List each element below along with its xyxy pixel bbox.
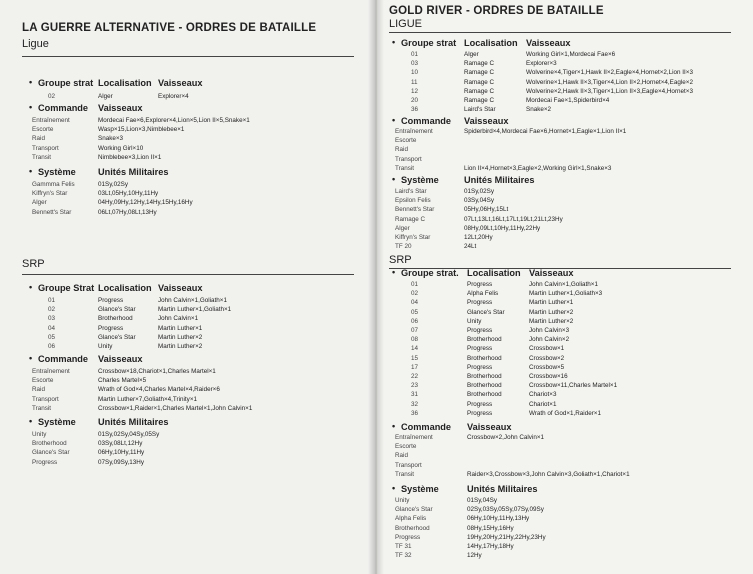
systeme-row-2-col-1: 04Hy,09Hy,12Hy,14Hy,15Hy,16Hy — [98, 199, 193, 207]
commande-row-1-col-1: Charles Martel×5 — [98, 377, 147, 385]
strat-row-3-col-2: Martin Luther×1 — [158, 324, 203, 332]
systeme-row-0-col-1: 01Sy,02Sy,04Sy,05Sy — [98, 431, 160, 438]
systeme-header-0: • Système — [401, 175, 439, 185]
strat-row-0-col-2: John Calvin×1,Goliath×1 — [529, 281, 598, 288]
faction-title-ligue: Ligue — [22, 38, 49, 50]
page-title: LA GUERRE ALTERNATIVE - ORDRES DE BATAILLE — [22, 22, 317, 34]
systeme-row-3-col-1: 07Sy,09Sy,13Hy — [98, 458, 144, 466]
commande-row-2-col-0: Raid — [32, 135, 45, 143]
commande-header-0: • Commande — [38, 354, 88, 364]
commande-row-0-col-1: Mordecai Fae×6,Explorer×4,Lion×5,Lion II×5,Snake×1 — [98, 117, 250, 124]
commande-row-0-col-1: Crossbow×18,Chariot×1,Charles Martel×1 — [98, 368, 216, 375]
commande-row-4-col-1: Crossbow×1,Raider×1,Charles Martel×1,John Calvin×1 — [98, 404, 253, 412]
strat-row-1-col-0: 02 — [411, 290, 419, 298]
strat-row-0-col-0: 02 — [48, 93, 56, 100]
strat-row-6-col-1: Brotherhood — [467, 336, 502, 344]
commande-row-1-col-0: Escorte — [32, 126, 54, 134]
strat-row-10-col-1: Brotherhood — [467, 373, 502, 380]
strat-row-7-col-1: Progress — [467, 345, 493, 353]
strat-row-9-col-0: 17 — [411, 363, 419, 371]
systeme-row-0-col-1: 01Sy,02Sy — [98, 181, 128, 188]
strat-row-6-col-0: 36 — [411, 106, 419, 114]
strat-row-12-col-1: Brotherhood — [467, 391, 502, 399]
strat-row-0-col-0: 01 — [411, 281, 419, 288]
systeme-row-1-col-1: 02Sy,03Sy,05Sy,07Sy,09Sy — [467, 506, 544, 514]
strat-row-0-col-2: Working Girl×1,Mordecai Fae×6 — [526, 51, 616, 58]
section-divider — [22, 274, 354, 275]
strat-row-1-col-0: 02 — [48, 306, 56, 314]
systeme-row-0-col-0: Laird's Star — [395, 188, 427, 195]
strat-row-4-col-1: Glance's Star — [98, 333, 136, 341]
strat-row-13-col-1: Progress — [467, 400, 493, 408]
strat-row-4-col-2: Martin Luther×2 — [158, 333, 203, 341]
strat-header-0: • Groupe Strat — [38, 283, 94, 293]
right-page — [376, 0, 753, 574]
systeme-header-1: Unités Militaires — [98, 167, 169, 177]
commande-row-1-col-0: Escorte — [395, 137, 417, 145]
systeme-row-0-col-1: 01Sy,02Sy — [464, 188, 494, 195]
strat-row-5-col-0: 20 — [411, 97, 419, 104]
strat-row-3-col-1: Ramage C — [464, 78, 495, 86]
commande-header-1: Vaisseaux — [464, 116, 509, 126]
strat-header-2: Vaisseaux — [526, 38, 571, 48]
systeme-row-5-col-1: 14Hy,17Hy,18Hy — [467, 543, 514, 550]
strat-row-11-col-0: 23 — [411, 382, 419, 390]
strat-row-11-col-2: Crossbow×11,Charles Martel×1 — [529, 382, 618, 390]
strat-row-3-col-2: Wolverine×1,Hawk II×3,Tiger×4,Lion II×2,Hornet×4,Eagle×2 — [526, 78, 693, 86]
strat-row-2-col-0: 10 — [411, 69, 419, 77]
strat-row-9-col-2: Crossbow×5 — [529, 363, 565, 371]
commande-row-4-col-1: Raider×3,Crossbow×3,John Calvin×3,Goliath×1,Chariot×1 — [467, 470, 630, 478]
strat-header-2: Vaisseaux — [158, 78, 203, 88]
strat-row-3-col-1: Progress — [98, 324, 124, 332]
systeme-row-3-col-1: 06Lt,07Hy,08Lt,13Hy — [98, 208, 157, 216]
systeme-row-6-col-0: TF 20 — [395, 243, 412, 251]
strat-row-12-col-0: 31 — [411, 391, 419, 399]
strat-row-0-col-1: Progress — [467, 281, 493, 288]
strat-row-0-col-1: Progress — [98, 297, 124, 304]
commande-row-0-col-0: Entraînement — [32, 117, 70, 124]
strat-header-1: Localisation — [98, 283, 152, 293]
systeme-row-1-col-0: Kiffryn's Star — [32, 190, 68, 198]
commande-row-3-col-1: Martin Luther×7,Goliath×4,Trinity×1 — [98, 395, 197, 403]
systeme-row-5-col-0: TF 31 — [395, 543, 412, 550]
commande-row-2-col-1: Wrath of God×4,Charles Martel×4,Raider×6 — [98, 386, 220, 394]
commande-row-2-col-1: Snake×3 — [98, 135, 124, 143]
systeme-row-3-col-1: 08Hy,15Hy,16Hy — [467, 524, 514, 532]
commande-header-0: • Commande — [401, 422, 451, 432]
commande-row-4-col-0: Transit — [395, 470, 415, 478]
strat-row-12-col-2: Chariot×3 — [529, 391, 557, 399]
strat-row-5-col-1: Ramage C — [464, 97, 495, 104]
commande-row-2-col-0: Raid — [32, 386, 45, 394]
commande-row-1-col-1: Wasp×15,Lion×3,Nimblebee×1 — [98, 126, 185, 134]
commande-row-4-col-1: Nimblebee×3,Lion II×1 — [98, 153, 162, 161]
commande-row-3-col-0: Transport — [32, 144, 59, 152]
commande-row-4-col-0: Transit — [32, 404, 52, 412]
strat-row-3-col-2: Martin Luther×2 — [529, 308, 574, 316]
systeme-row-3-col-0: Ramage C — [395, 215, 426, 223]
strat-row-0-col-0: 01 — [48, 297, 56, 304]
systeme-row-3-col-0: Bennett's Star — [32, 208, 72, 216]
strat-row-4-col-0: 06 — [411, 317, 419, 325]
strat-row-13-col-0: 32 — [411, 400, 419, 408]
strat-row-5-col-0: 06 — [48, 343, 56, 350]
strat-row-8-col-1: Brotherhood — [467, 354, 502, 362]
systeme-row-5-col-1: 12Lt,20Hy — [464, 234, 493, 241]
systeme-row-1-col-1: 03Sy,04Sy — [464, 197, 494, 205]
strat-row-1-col-1: Ramage C — [464, 60, 495, 68]
systeme-row-6-col-1: 24Lt — [464, 243, 477, 251]
faction-title-ligue: LIGUE — [389, 18, 423, 30]
strat-row-0-col-1: Alger — [98, 93, 113, 100]
strat-row-2-col-1: Brotherhood — [98, 315, 133, 323]
commande-row-2-col-0: Raid — [395, 452, 408, 460]
strat-row-3-col-1: Glance's Star — [467, 308, 505, 316]
commande-row-3-col-0: Transport — [32, 395, 59, 403]
strat-row-1-col-1: Glance's Star — [98, 306, 136, 314]
systeme-header-1: Unités Militaires — [98, 417, 169, 427]
systeme-row-2-col-1: 05Hy,06Hy,15Lt — [464, 206, 509, 214]
strat-row-11-col-1: Brotherhood — [467, 382, 502, 390]
systeme-row-5-col-0: Kiffryn's Star — [395, 234, 431, 241]
systeme-row-6-col-1: 12Hy — [467, 552, 482, 560]
strat-row-5-col-2: John Calvin×3 — [529, 327, 570, 334]
strat-row-9-col-1: Progress — [467, 363, 493, 371]
strat-row-5-col-2: Mordecai Fae×1,Spiderbird×4 — [526, 97, 610, 104]
strat-row-8-col-2: Crossbow×2 — [529, 354, 565, 362]
faction-title-srp: SRP — [22, 258, 45, 270]
systeme-row-2-col-1: 06Hy,10Hy,11Hy — [98, 449, 145, 457]
strat-row-7-col-0: 14 — [411, 345, 419, 353]
strat-row-0-col-2: John Calvin×1,Goliath×1 — [158, 297, 227, 304]
strat-row-6-col-0: 08 — [411, 336, 419, 344]
systeme-header-0: • Système — [38, 417, 76, 427]
strat-row-1-col-2: Explorer×3 — [526, 60, 557, 68]
systeme-row-4-col-1: 08Hy,09Lt,10Hy,11Hy,22Hy — [464, 224, 541, 232]
strat-row-0-col-2: Explorer×4 — [158, 93, 189, 100]
commande-header-1: Vaisseaux — [98, 354, 143, 364]
systeme-row-2-col-0: Alpha Felis — [395, 515, 427, 523]
strat-row-6-col-2: Snake×2 — [526, 106, 552, 114]
commande-row-1-col-0: Escorte — [32, 377, 54, 385]
strat-header-1: Localisation — [98, 78, 152, 88]
strat-row-13-col-2: Chariot×1 — [529, 400, 557, 408]
commande-row-0-col-0: Entraînement — [32, 368, 70, 375]
strat-header-1: Localisation — [464, 38, 518, 48]
systeme-row-1-col-1: 03Sy,08Lt,12Hy — [98, 440, 143, 448]
strat-row-14-col-0: 36 — [411, 409, 419, 417]
commande-row-4-col-0: Transit — [32, 153, 52, 161]
strat-row-1-col-0: 03 — [411, 60, 419, 68]
systeme-row-4-col-1: 19Hy,20Hy,21Hy,22Hy,23Hy — [467, 533, 546, 541]
commande-row-0-col-0: Entraînement — [395, 128, 433, 135]
strat-row-6-col-1: Laird's Star — [464, 106, 496, 114]
page-title: GOLD RIVER - ORDRES DE BATAILLE — [389, 5, 604, 17]
strat-header-2: Vaisseaux — [158, 283, 203, 293]
section-divider — [389, 32, 731, 33]
systeme-header-0: • Système — [38, 167, 76, 177]
commande-header-1: Vaisseaux — [467, 422, 512, 432]
strat-row-5-col-0: 07 — [411, 327, 419, 334]
strat-header-0: • Groupe strat — [401, 38, 456, 48]
commande-row-3-col-1: Working Girl×10 — [98, 144, 144, 152]
strat-row-3-col-0: 04 — [48, 324, 56, 332]
strat-row-5-col-1: Progress — [467, 327, 493, 334]
systeme-row-3-col-1: 07Lt,13Lt,16Lt,17Lt,19Lt,21Lt,23Hy — [464, 215, 563, 223]
strat-row-14-col-2: Wrath of God×1,Raider×1 — [529, 409, 601, 417]
systeme-row-4-col-0: Alger — [395, 224, 410, 232]
commande-row-0-col-0: Entraînement — [395, 434, 433, 441]
strat-header-2: Vaisseaux — [529, 268, 574, 278]
strat-header-1: Localisation — [467, 268, 521, 278]
systeme-row-1-col-0: Glance's Star — [395, 506, 433, 514]
commande-row-2-col-0: Raid — [395, 146, 408, 154]
strat-row-3-col-0: 11 — [411, 78, 418, 86]
strat-row-4-col-0: 12 — [411, 87, 419, 95]
strat-row-6-col-2: John Calvin×2 — [529, 336, 570, 344]
commande-row-3-col-0: Transport — [395, 155, 422, 163]
systeme-row-1-col-0: Brotherhood — [32, 440, 67, 448]
systeme-row-2-col-0: Alger — [32, 199, 47, 207]
systeme-row-2-col-1: 06Hy,10Hy,11Hy,13Hy — [467, 515, 530, 523]
systeme-row-0-col-0: Unity — [32, 431, 47, 438]
commande-row-0-col-1: Crossbow×2,John Calvin×1 — [467, 434, 545, 441]
strat-row-1-col-2: Martin Luther×1,Goliath×1 — [158, 306, 232, 314]
systeme-row-2-col-0: Glance's Star — [32, 449, 70, 457]
strat-row-1-col-2: Martin Luther×1,Goliath×3 — [529, 290, 603, 298]
left-page — [0, 0, 376, 574]
systeme-row-3-col-0: Progress — [32, 458, 58, 466]
strat-row-2-col-1: Ramage C — [464, 69, 495, 77]
systeme-header-0: • Système — [401, 484, 439, 494]
strat-row-1-col-1: Alpha Felis — [467, 290, 499, 298]
strat-row-4-col-1: Ramage C — [464, 87, 495, 95]
commande-row-0-col-1: Spiderbird×4,Mordecai Fae×6,Hornet×1,Eagle×1,Lion II×1 — [464, 128, 627, 135]
strat-row-2-col-0: 04 — [411, 299, 419, 307]
strat-row-2-col-2: Martin Luther×1 — [529, 299, 574, 307]
strat-row-0-col-0: 01 — [411, 51, 419, 58]
strat-row-4-col-2: Martin Luther×2 — [529, 317, 574, 325]
systeme-header-1: Unités Militaires — [464, 175, 535, 185]
strat-row-4-col-0: 05 — [48, 333, 56, 341]
faction-title-srp: SRP — [389, 254, 412, 266]
strat-row-4-col-2: Wolverine×2,Hawk II×3,Tiger×1,Lion II×3,Eagle×4,Hornet×3 — [526, 87, 693, 95]
strat-row-2-col-0: 03 — [48, 315, 56, 323]
section-divider — [22, 56, 354, 57]
strat-row-3-col-0: 05 — [411, 308, 419, 316]
strat-row-10-col-2: Crossbow×16 — [529, 373, 568, 380]
strat-header-0: • Groupe strat. — [401, 268, 459, 278]
strat-header-0: • Groupe strat — [38, 78, 93, 88]
book-gutter — [368, 0, 384, 574]
commande-header-0: • Commande — [38, 103, 88, 113]
systeme-row-6-col-0: TF 32 — [395, 552, 412, 560]
commande-header-0: • Commande — [401, 116, 451, 126]
systeme-row-0-col-0: Unity — [395, 497, 410, 504]
strat-row-5-col-2: Martin Luther×2 — [158, 343, 203, 350]
systeme-row-2-col-0: Bennett's Star — [395, 206, 435, 214]
commande-row-3-col-0: Transport — [395, 461, 422, 469]
systeme-header-1: Unités Militaires — [467, 484, 538, 494]
systeme-row-3-col-0: Brotherhood — [395, 524, 430, 532]
commande-header-1: Vaisseaux — [98, 103, 143, 113]
commande-row-4-col-0: Transit — [395, 164, 415, 172]
strat-row-7-col-2: Crossbow×1 — [529, 345, 565, 353]
strat-row-5-col-1: Unity — [98, 343, 113, 350]
commande-row-1-col-0: Escorte — [395, 443, 417, 451]
systeme-row-1-col-0: Epsilon Felis — [395, 197, 431, 205]
strat-row-4-col-1: Unity — [467, 317, 482, 325]
strat-row-8-col-0: 15 — [411, 354, 419, 362]
systeme-row-1-col-1: 03Lt,05Hy,10Hy,11Hy — [98, 190, 159, 198]
strat-row-14-col-1: Progress — [467, 409, 493, 417]
systeme-row-4-col-0: Progress — [395, 533, 421, 541]
strat-row-2-col-2: Wolverine×4,Tiger×1,Hawk II×2,Eagle×4,Hornet×2,Lion II×3 — [526, 69, 693, 77]
systeme-row-0-col-1: 01Sy,04Sy — [467, 497, 497, 504]
strat-row-2-col-1: Progress — [467, 299, 493, 307]
commande-row-4-col-1: Lion II×4,Hornet×3,Eagle×2,Working Girl×1,Snake×3 — [464, 164, 612, 172]
systeme-row-0-col-0: Gammma Felis — [32, 181, 75, 188]
strat-row-10-col-0: 22 — [411, 373, 419, 380]
strat-row-2-col-2: John Calvin×1 — [158, 315, 199, 323]
strat-row-0-col-1: Alger — [464, 51, 479, 58]
